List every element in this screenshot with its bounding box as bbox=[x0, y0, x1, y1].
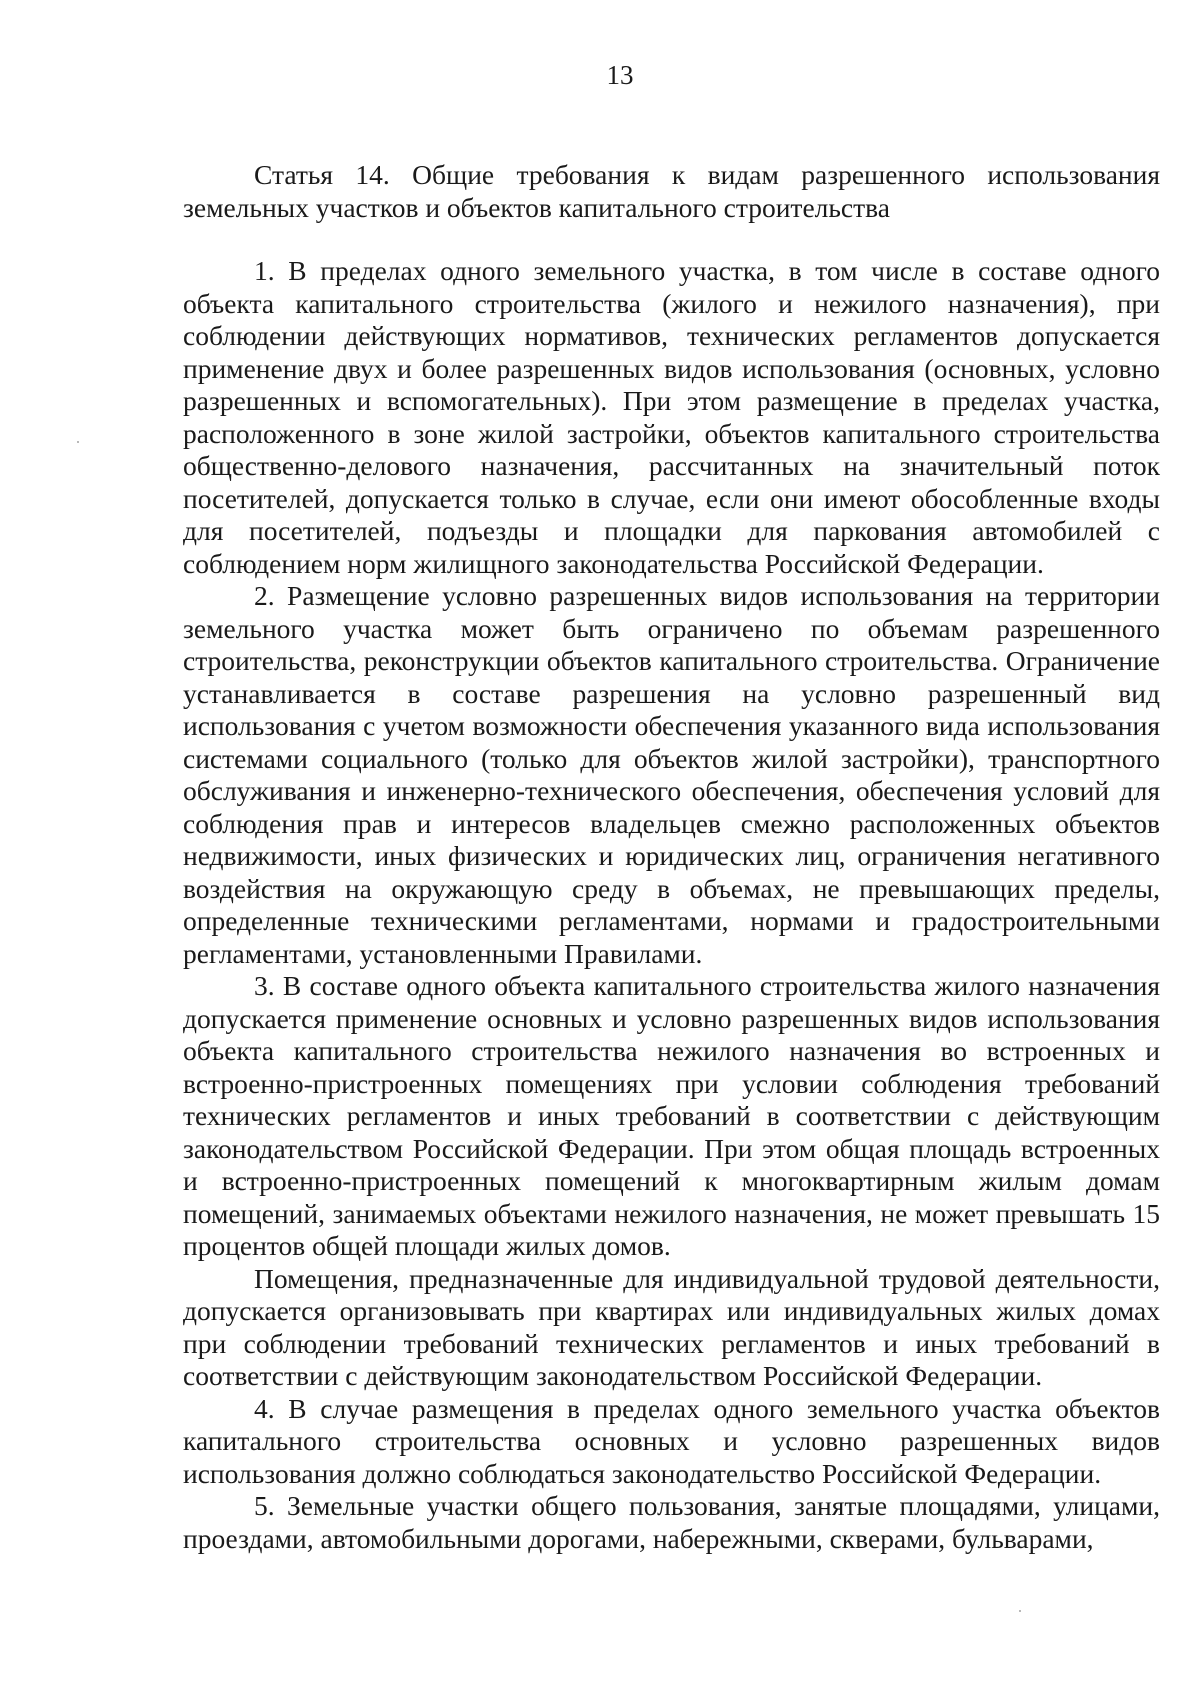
article-title: Статья 14. Общие требования к видам разрешенного использования земельных участков и объектов капитального строительства bbox=[183, 159, 1160, 223]
paragraph-2: 2. Размещение условно разрешенных видов использования на территории земельного участка может быть ограничено по объемам разрешенного строительства, реконструкции объектов капитального строительства. Ограничение устанавливается в составе разрешения на условно разрешенный вид использования с учетом возможности обеспечения указанного вида использования системами социального (только для объектов жилой застройки), транспортного обслуживания и инженерно-технического обеспечения, обеспечения условий для соблюдения прав и интересов владельцев смежно расположенных объектов недвижимости, иных физических и юридических лиц, ограничения негативного воздействия на окружающую среду в объемах, не превышающих пределы, определенные техническими регламентами, нормами и градостроительными регламентами, установленными Правилами. bbox=[183, 580, 1160, 969]
page-number: 13 bbox=[606, 60, 634, 90]
paragraph-4: 4. В случае размещения в пределах одного земельного участка объектов капитального строительства основных и условно разрешенных видов использования должно соблюдаться законодательство Российской Федерации. bbox=[183, 1392, 1160, 1489]
paragraph-1: 1. В пределах одного земельного участка, в том числе в составе одного объекта капитального строительства (жилого и нежилого назначения), при соблюдении действующих нормативов, технических регламентов допускается применение двух и более разрешенных видов использования (основных, условно разрешенных и вспомогательных). При этом размещение в пределах участка, расположенного в зоне жилой застройки, объектов капитального строительства общественно-делового назначения, рассчитанных на значительный поток посетителей, допускается только в случае, если они имеют обособленные входы для посетителей, подъезды и площадки для паркования автомобилей с соблюдением норм жилищного законодательства Российской Федерации. bbox=[183, 255, 1160, 579]
document-body bbox=[183, 159, 1160, 1555]
paragraph-5: 5. Земельные участки общего пользования, занятые площадями, улицами, проездами, автомобильными дорогами, набережными, скверами, бульварами, bbox=[183, 1490, 1160, 1554]
paragraph-3: 3. В составе одного объекта капитального строительства жилого назначения допускается применение основных и условно разрешенных видов использования объекта капитального строительства нежилого назначения во встроенных и встроенно-пристроенных помещениях при условии соблюдения требований технических регламентов и иных требований в соответствии с действующим законодательством Российской Федерации. При этом общая площадь встроенных и встроенно-пристроенных помещений к многоквартирным жилым домам помещений, занимаемых объектами нежилого назначения, не может превышать 15 процентов общей площади жилых домов. bbox=[183, 970, 1160, 1261]
paragraph-3-continuation: Помещения, предназначенные для индивидуальной трудовой деятельности, допускается организовывать при квартирах или индивидуальных жилых домах при соблюдении требований технических регламентов и иных требований в соответствии с действующим законодательством Российской Федерации. bbox=[183, 1262, 1160, 1391]
scan-speck bbox=[77, 441, 79, 443]
scan-speck bbox=[1019, 1610, 1021, 1612]
